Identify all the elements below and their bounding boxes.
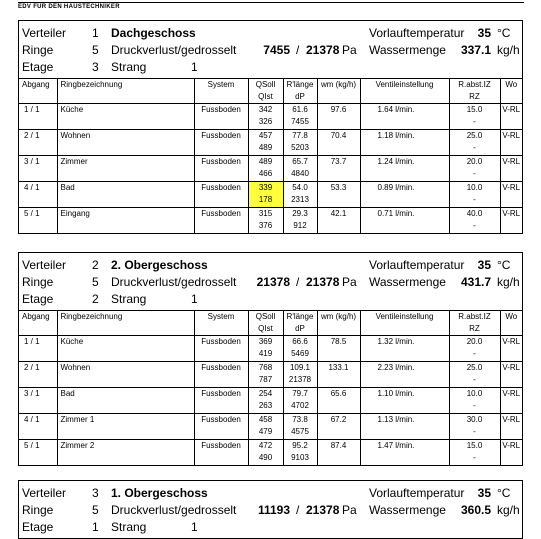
rlaenge-cell bbox=[283, 362, 317, 388]
q-cell bbox=[248, 156, 283, 182]
ventileinstellung-cell: 1.47 l/min. bbox=[360, 440, 449, 466]
dp-value: 912 bbox=[293, 221, 307, 230]
wm-cell: 133.1 bbox=[317, 362, 360, 388]
qist-value: 419 bbox=[258, 349, 273, 358]
qsoll-value: 339 bbox=[258, 183, 273, 192]
ringbezeichnung-cell: Zimmer 1 bbox=[57, 414, 194, 440]
wo-cell: V-RL bbox=[500, 336, 522, 362]
ringbezeichnung-cell: Zimmer bbox=[57, 156, 194, 182]
rlaenge-value: 54.0 bbox=[292, 183, 308, 192]
wm-cell: 87.4 bbox=[317, 440, 360, 466]
qsoll-value: 457 bbox=[258, 131, 273, 140]
floor-name: 1. Obergeschoss bbox=[111, 486, 208, 500]
strang-label: Strang bbox=[111, 520, 147, 534]
system-cell: Fussboden bbox=[194, 156, 248, 182]
dp-value: 4702 bbox=[291, 401, 309, 410]
col-wo: Wo bbox=[500, 311, 522, 336]
pa-unit: Pa bbox=[342, 275, 357, 289]
druckverlust-value: 7455 bbox=[263, 43, 290, 57]
col-ventileinstellung: Ventileinstellung bbox=[360, 79, 449, 104]
rz-value: - bbox=[473, 169, 476, 178]
ventileinstellung-cell: 2.23 l/min. bbox=[360, 362, 449, 388]
verteiler-label: Verteiler bbox=[22, 26, 67, 40]
ventileinstellung-cell: 1.24 l/min. bbox=[360, 156, 449, 182]
rz-value: - bbox=[473, 375, 476, 384]
rlaenge-value: 66.6 bbox=[292, 337, 308, 346]
system-cell: Fussboden bbox=[194, 388, 248, 414]
qsoll-value: 472 bbox=[258, 441, 273, 450]
system-cell: Fussboden bbox=[194, 336, 248, 362]
ringe-label: Ringe bbox=[22, 275, 54, 289]
q-cell bbox=[248, 362, 283, 388]
col-rabst bbox=[449, 79, 500, 104]
wo-cell: V-RL bbox=[500, 130, 522, 156]
rabst-cell bbox=[449, 130, 500, 156]
wm-cell: 42.1 bbox=[317, 208, 360, 234]
qsoll-value: 489 bbox=[258, 157, 273, 166]
rabst-value: 40.0 bbox=[466, 209, 483, 218]
col-qist: QIst bbox=[258, 324, 273, 333]
col-q bbox=[248, 311, 283, 336]
rabst-cell bbox=[449, 440, 500, 466]
dp-value: 2313 bbox=[291, 195, 309, 204]
ventileinstellung-cell: 0.89 l/min. bbox=[360, 182, 449, 208]
col-q bbox=[248, 79, 283, 104]
rabst-cell bbox=[449, 182, 500, 208]
table-row bbox=[19, 388, 522, 414]
rabst-value: 15.0 bbox=[466, 441, 483, 450]
wm-cell: 73.7 bbox=[317, 156, 360, 182]
wm-cell: 67.2 bbox=[317, 414, 360, 440]
degree-unit: °C bbox=[497, 486, 511, 500]
strang-number: 1 bbox=[191, 520, 198, 534]
distributor-block bbox=[18, 252, 523, 466]
rz-value: - bbox=[473, 195, 476, 204]
rabst-value: 10.0 bbox=[466, 389, 483, 398]
rabst-value: 25.0 bbox=[466, 131, 483, 140]
druckverlust-sep: / bbox=[296, 275, 300, 289]
verteiler-label: Verteiler bbox=[22, 486, 67, 500]
abgang-cell: 1 / 1 bbox=[19, 104, 57, 130]
qist-value: 466 bbox=[258, 169, 273, 178]
col-system: System bbox=[194, 311, 248, 336]
col-ventileinstellung: Ventileinstellung bbox=[360, 311, 449, 336]
qist-value: 178 bbox=[258, 195, 273, 204]
col-rz: RZ bbox=[469, 324, 480, 333]
druckverlust-max: 21378 bbox=[306, 43, 340, 57]
rlaenge-value: 73.8 bbox=[292, 415, 308, 424]
wassermenge-label: Wassermenge bbox=[369, 43, 446, 57]
rlaenge-value: 95.2 bbox=[292, 441, 308, 450]
dp-value: 4840 bbox=[291, 169, 309, 178]
col-rabst bbox=[449, 311, 500, 336]
qist-value: 490 bbox=[258, 453, 273, 462]
page-header bbox=[18, 0, 524, 12]
ventileinstellung-cell: 0.71 l/min. bbox=[360, 208, 449, 234]
wm-cell: 78.5 bbox=[317, 336, 360, 362]
degree-unit: °C bbox=[497, 258, 511, 272]
rlaenge-value: 77.8 bbox=[292, 131, 308, 140]
vorlauf-value: 35 bbox=[477, 486, 491, 500]
qsoll-value: 458 bbox=[258, 415, 273, 424]
qsoll-value: 315 bbox=[258, 209, 273, 218]
strang-number: 1 bbox=[191, 292, 198, 306]
table-header-row bbox=[19, 79, 522, 104]
floor-name: 2. Obergeschoss bbox=[111, 258, 208, 272]
etage-number: 2 bbox=[92, 292, 99, 306]
ringbezeichnung-cell: Küche bbox=[57, 104, 194, 130]
distributor-header bbox=[19, 481, 522, 538]
floor-name: Dachgeschoss bbox=[111, 26, 196, 40]
dp-value: 4575 bbox=[291, 427, 309, 436]
wo-cell: V-RL bbox=[500, 362, 522, 388]
rlaenge-cell bbox=[283, 130, 317, 156]
qist-value: 326 bbox=[258, 117, 273, 126]
rings-table bbox=[19, 310, 522, 465]
dp-value: 5469 bbox=[291, 349, 309, 358]
ventileinstellung-cell: 1.18 l/min. bbox=[360, 130, 449, 156]
wo-cell: V-RL bbox=[500, 414, 522, 440]
col-rlaenge bbox=[283, 79, 317, 104]
rlaenge-cell bbox=[283, 336, 317, 362]
system-cell: Fussboden bbox=[194, 440, 248, 466]
druckverlust-label: Druckverlust/gedrosselt bbox=[111, 275, 237, 289]
vorlauf-value: 35 bbox=[477, 258, 491, 272]
wo-cell: V-RL bbox=[500, 104, 522, 130]
wo-cell: V-RL bbox=[500, 156, 522, 182]
abgang-cell: 4 / 1 bbox=[19, 414, 57, 440]
rlaenge-value: 29.3 bbox=[292, 209, 308, 218]
col-system: System bbox=[194, 79, 248, 104]
ringbezeichnung-cell: Bad bbox=[57, 182, 194, 208]
ringbezeichnung-cell: Zimmer 2 bbox=[57, 440, 194, 466]
abgang-cell: 4 / 1 bbox=[19, 182, 57, 208]
q-cell bbox=[248, 388, 283, 414]
wo-cell: V-RL bbox=[500, 440, 522, 466]
system-cell: Fussboden bbox=[194, 104, 248, 130]
vorlauf-label: Vorlauftemperatur bbox=[369, 258, 465, 272]
header-rule bbox=[18, 2, 524, 3]
rlaenge-value: 61.6 bbox=[292, 105, 308, 114]
rlaenge-cell bbox=[283, 440, 317, 466]
rz-value: - bbox=[473, 143, 476, 152]
q-cell bbox=[248, 130, 283, 156]
rz-value: - bbox=[473, 349, 476, 358]
druckverlust-value: 21378 bbox=[256, 275, 290, 289]
rabst-value: 10.0 bbox=[466, 183, 483, 192]
druckverlust-label: Druckverlust/gedrosselt bbox=[111, 43, 237, 57]
q-cell bbox=[248, 336, 283, 362]
etage-number: 1 bbox=[92, 520, 99, 534]
abgang-cell: 2 / 1 bbox=[19, 130, 57, 156]
rlaenge-value: 65.7 bbox=[292, 157, 308, 166]
kgh-unit: kg/h bbox=[497, 275, 520, 289]
col-rlaenge bbox=[283, 311, 317, 336]
vorlauf-label: Vorlauftemperatur bbox=[369, 486, 465, 500]
wo-cell: V-RL bbox=[500, 388, 522, 414]
rabst-cell bbox=[449, 388, 500, 414]
rlaenge-cell bbox=[283, 156, 317, 182]
ringbezeichnung-cell: Eingang bbox=[57, 208, 194, 234]
rabst-value: 20.0 bbox=[466, 337, 483, 346]
table-row bbox=[19, 182, 522, 208]
rabst-cell bbox=[449, 336, 500, 362]
distributor-header bbox=[19, 253, 522, 310]
ringbezeichnung-cell: Wohnen bbox=[57, 130, 194, 156]
system-cell: Fussboden bbox=[194, 130, 248, 156]
rlaenge-cell bbox=[283, 104, 317, 130]
ringe-count: 5 bbox=[92, 43, 99, 57]
table-row bbox=[19, 156, 522, 182]
brand-text: EDV FÜR DEN HAUSTECHNIKER bbox=[18, 4, 120, 10]
col-rabst-label: R.abst.IZ bbox=[458, 312, 491, 321]
col-ringbezeichnung: Ringbezeichnung bbox=[57, 79, 194, 104]
col-abgang: Abgang bbox=[19, 311, 57, 336]
qist-value: 263 bbox=[258, 401, 273, 410]
col-rz: RZ bbox=[469, 92, 480, 101]
qsoll-value: 254 bbox=[258, 389, 273, 398]
rz-value: - bbox=[473, 427, 476, 436]
vorlauf-value: 35 bbox=[477, 26, 491, 40]
verteiler-label: Verteiler bbox=[22, 258, 67, 272]
col-rlaenge-label: R'länge bbox=[286, 312, 314, 321]
qist-value: 489 bbox=[258, 143, 273, 152]
wassermenge-value: 337.1 bbox=[460, 43, 491, 57]
distributor-block bbox=[18, 20, 523, 234]
ventileinstellung-cell: 1.32 l/min. bbox=[360, 336, 449, 362]
qist-value: 376 bbox=[258, 221, 273, 230]
ringbezeichnung-cell: Küche bbox=[57, 336, 194, 362]
strang-label: Strang bbox=[111, 60, 147, 74]
table-row bbox=[19, 414, 522, 440]
rings-table bbox=[19, 78, 522, 233]
pa-unit: Pa bbox=[342, 503, 357, 517]
ventileinstellung-cell: 1.10 l/min. bbox=[360, 388, 449, 414]
druckverlust-label: Druckverlust/gedrosselt bbox=[111, 503, 237, 517]
ventileinstellung-cell: 1.64 l/min. bbox=[360, 104, 449, 130]
col-abgang: Abgang bbox=[19, 79, 57, 104]
wm-cell: 53.3 bbox=[317, 182, 360, 208]
rlaenge-cell bbox=[283, 182, 317, 208]
rabst-value: 20.0 bbox=[466, 157, 483, 166]
col-wm: wm (kg/h) bbox=[317, 79, 360, 104]
q-cell bbox=[248, 182, 283, 208]
verteiler-number: 3 bbox=[92, 486, 99, 500]
wm-cell: 65.6 bbox=[317, 388, 360, 414]
ventileinstellung-cell: 1.13 l/min. bbox=[360, 414, 449, 440]
ringe-count: 5 bbox=[92, 503, 99, 517]
kgh-unit: kg/h bbox=[497, 503, 520, 517]
ringe-label: Ringe bbox=[22, 503, 54, 517]
rlaenge-cell bbox=[283, 388, 317, 414]
wassermenge-label: Wassermenge bbox=[369, 275, 446, 289]
col-rabst-label: R.abst.IZ bbox=[458, 80, 491, 89]
table-header-row bbox=[19, 311, 522, 336]
pa-unit: Pa bbox=[342, 43, 357, 57]
rabst-cell bbox=[449, 414, 500, 440]
rlaenge-value: 109.1 bbox=[289, 363, 311, 372]
wo-cell: V-RL bbox=[500, 182, 522, 208]
abgang-cell: 1 / 1 bbox=[19, 336, 57, 362]
dp-value: 5203 bbox=[291, 143, 309, 152]
druckverlust-sep: / bbox=[296, 503, 300, 517]
dp-value: 9103 bbox=[291, 453, 309, 462]
dp-value: 7455 bbox=[291, 117, 309, 126]
rabst-cell bbox=[449, 362, 500, 388]
rabst-value: 30.0 bbox=[466, 415, 483, 424]
system-cell: Fussboden bbox=[194, 208, 248, 234]
vorlauf-label: Vorlauftemperatur bbox=[369, 26, 465, 40]
qist-value: 479 bbox=[258, 427, 273, 436]
ringbezeichnung-cell: Bad bbox=[57, 388, 194, 414]
q-cell bbox=[248, 440, 283, 466]
rabst-value: 25.0 bbox=[466, 363, 483, 372]
col-dp: dP bbox=[295, 92, 305, 101]
etage-label: Etage bbox=[22, 520, 54, 534]
druckverlust-max: 21378 bbox=[306, 503, 340, 517]
table-row bbox=[19, 440, 522, 466]
rabst-cell bbox=[449, 208, 500, 234]
degree-unit: °C bbox=[497, 26, 511, 40]
qsoll-value: 342 bbox=[258, 105, 273, 114]
qist-value: 787 bbox=[258, 375, 273, 384]
table-row bbox=[19, 104, 522, 130]
kgh-unit: kg/h bbox=[497, 43, 520, 57]
ringbezeichnung-cell: Wohnen bbox=[57, 362, 194, 388]
qsoll-value: 768 bbox=[258, 363, 273, 372]
distributor-header bbox=[19, 21, 522, 78]
wassermenge-value: 431.7 bbox=[460, 275, 491, 289]
dp-value: 21378 bbox=[288, 375, 312, 384]
rz-value: - bbox=[473, 117, 476, 126]
table-row bbox=[19, 130, 522, 156]
col-ringbezeichnung: Ringbezeichnung bbox=[57, 311, 194, 336]
col-dp: dP bbox=[295, 324, 305, 333]
wm-cell: 70.4 bbox=[317, 130, 360, 156]
abgang-cell: 5 / 1 bbox=[19, 440, 57, 466]
system-cell: Fussboden bbox=[194, 414, 248, 440]
q-cell bbox=[248, 104, 283, 130]
wo-cell: V-RL bbox=[500, 208, 522, 234]
wassermenge-label: Wassermenge bbox=[369, 503, 446, 517]
rlaenge-cell bbox=[283, 208, 317, 234]
wm-cell: 97.6 bbox=[317, 104, 360, 130]
abgang-cell: 5 / 1 bbox=[19, 208, 57, 234]
abgang-cell: 2 / 1 bbox=[19, 362, 57, 388]
col-qist: QIst bbox=[258, 92, 273, 101]
table-row bbox=[19, 362, 522, 388]
col-qsoll: QSoll bbox=[255, 312, 276, 321]
system-cell: Fussboden bbox=[194, 362, 248, 388]
etage-label: Etage bbox=[22, 60, 54, 74]
col-rlaenge-label: R'länge bbox=[286, 80, 314, 89]
rabst-value: 15.0 bbox=[466, 105, 483, 114]
rabst-cell bbox=[449, 104, 500, 130]
rlaenge-cell bbox=[283, 414, 317, 440]
ringe-label: Ringe bbox=[22, 43, 54, 57]
druckverlust-max: 21378 bbox=[306, 275, 340, 289]
system-cell: Fussboden bbox=[194, 182, 248, 208]
table-row bbox=[19, 208, 522, 234]
q-cell bbox=[248, 414, 283, 440]
col-qsoll: QSoll bbox=[255, 80, 276, 89]
verteiler-number: 2 bbox=[92, 258, 99, 272]
verteiler-number: 1 bbox=[92, 26, 99, 40]
abgang-cell: 3 / 1 bbox=[19, 156, 57, 182]
druckverlust-value: 11193 bbox=[257, 503, 290, 517]
strang-label: Strang bbox=[111, 292, 147, 306]
col-wm: wm (kg/h) bbox=[317, 311, 360, 336]
wassermenge-value: 360.5 bbox=[460, 503, 491, 517]
q-cell bbox=[248, 208, 283, 234]
etage-label: Etage bbox=[22, 292, 54, 306]
etage-number: 3 bbox=[92, 60, 99, 74]
rabst-cell bbox=[449, 156, 500, 182]
qsoll-value: 369 bbox=[258, 337, 273, 346]
distributor-block bbox=[18, 480, 523, 539]
ringe-count: 5 bbox=[92, 275, 99, 289]
strang-number: 1 bbox=[191, 60, 198, 74]
table-row bbox=[19, 336, 522, 362]
rlaenge-value: 79.7 bbox=[292, 389, 308, 398]
rz-value: - bbox=[473, 401, 476, 410]
druckverlust-sep: / bbox=[296, 43, 300, 57]
rz-value: - bbox=[473, 221, 476, 230]
rz-value: - bbox=[473, 453, 476, 462]
abgang-cell: 3 / 1 bbox=[19, 388, 57, 414]
col-wo: Wo bbox=[500, 79, 522, 104]
